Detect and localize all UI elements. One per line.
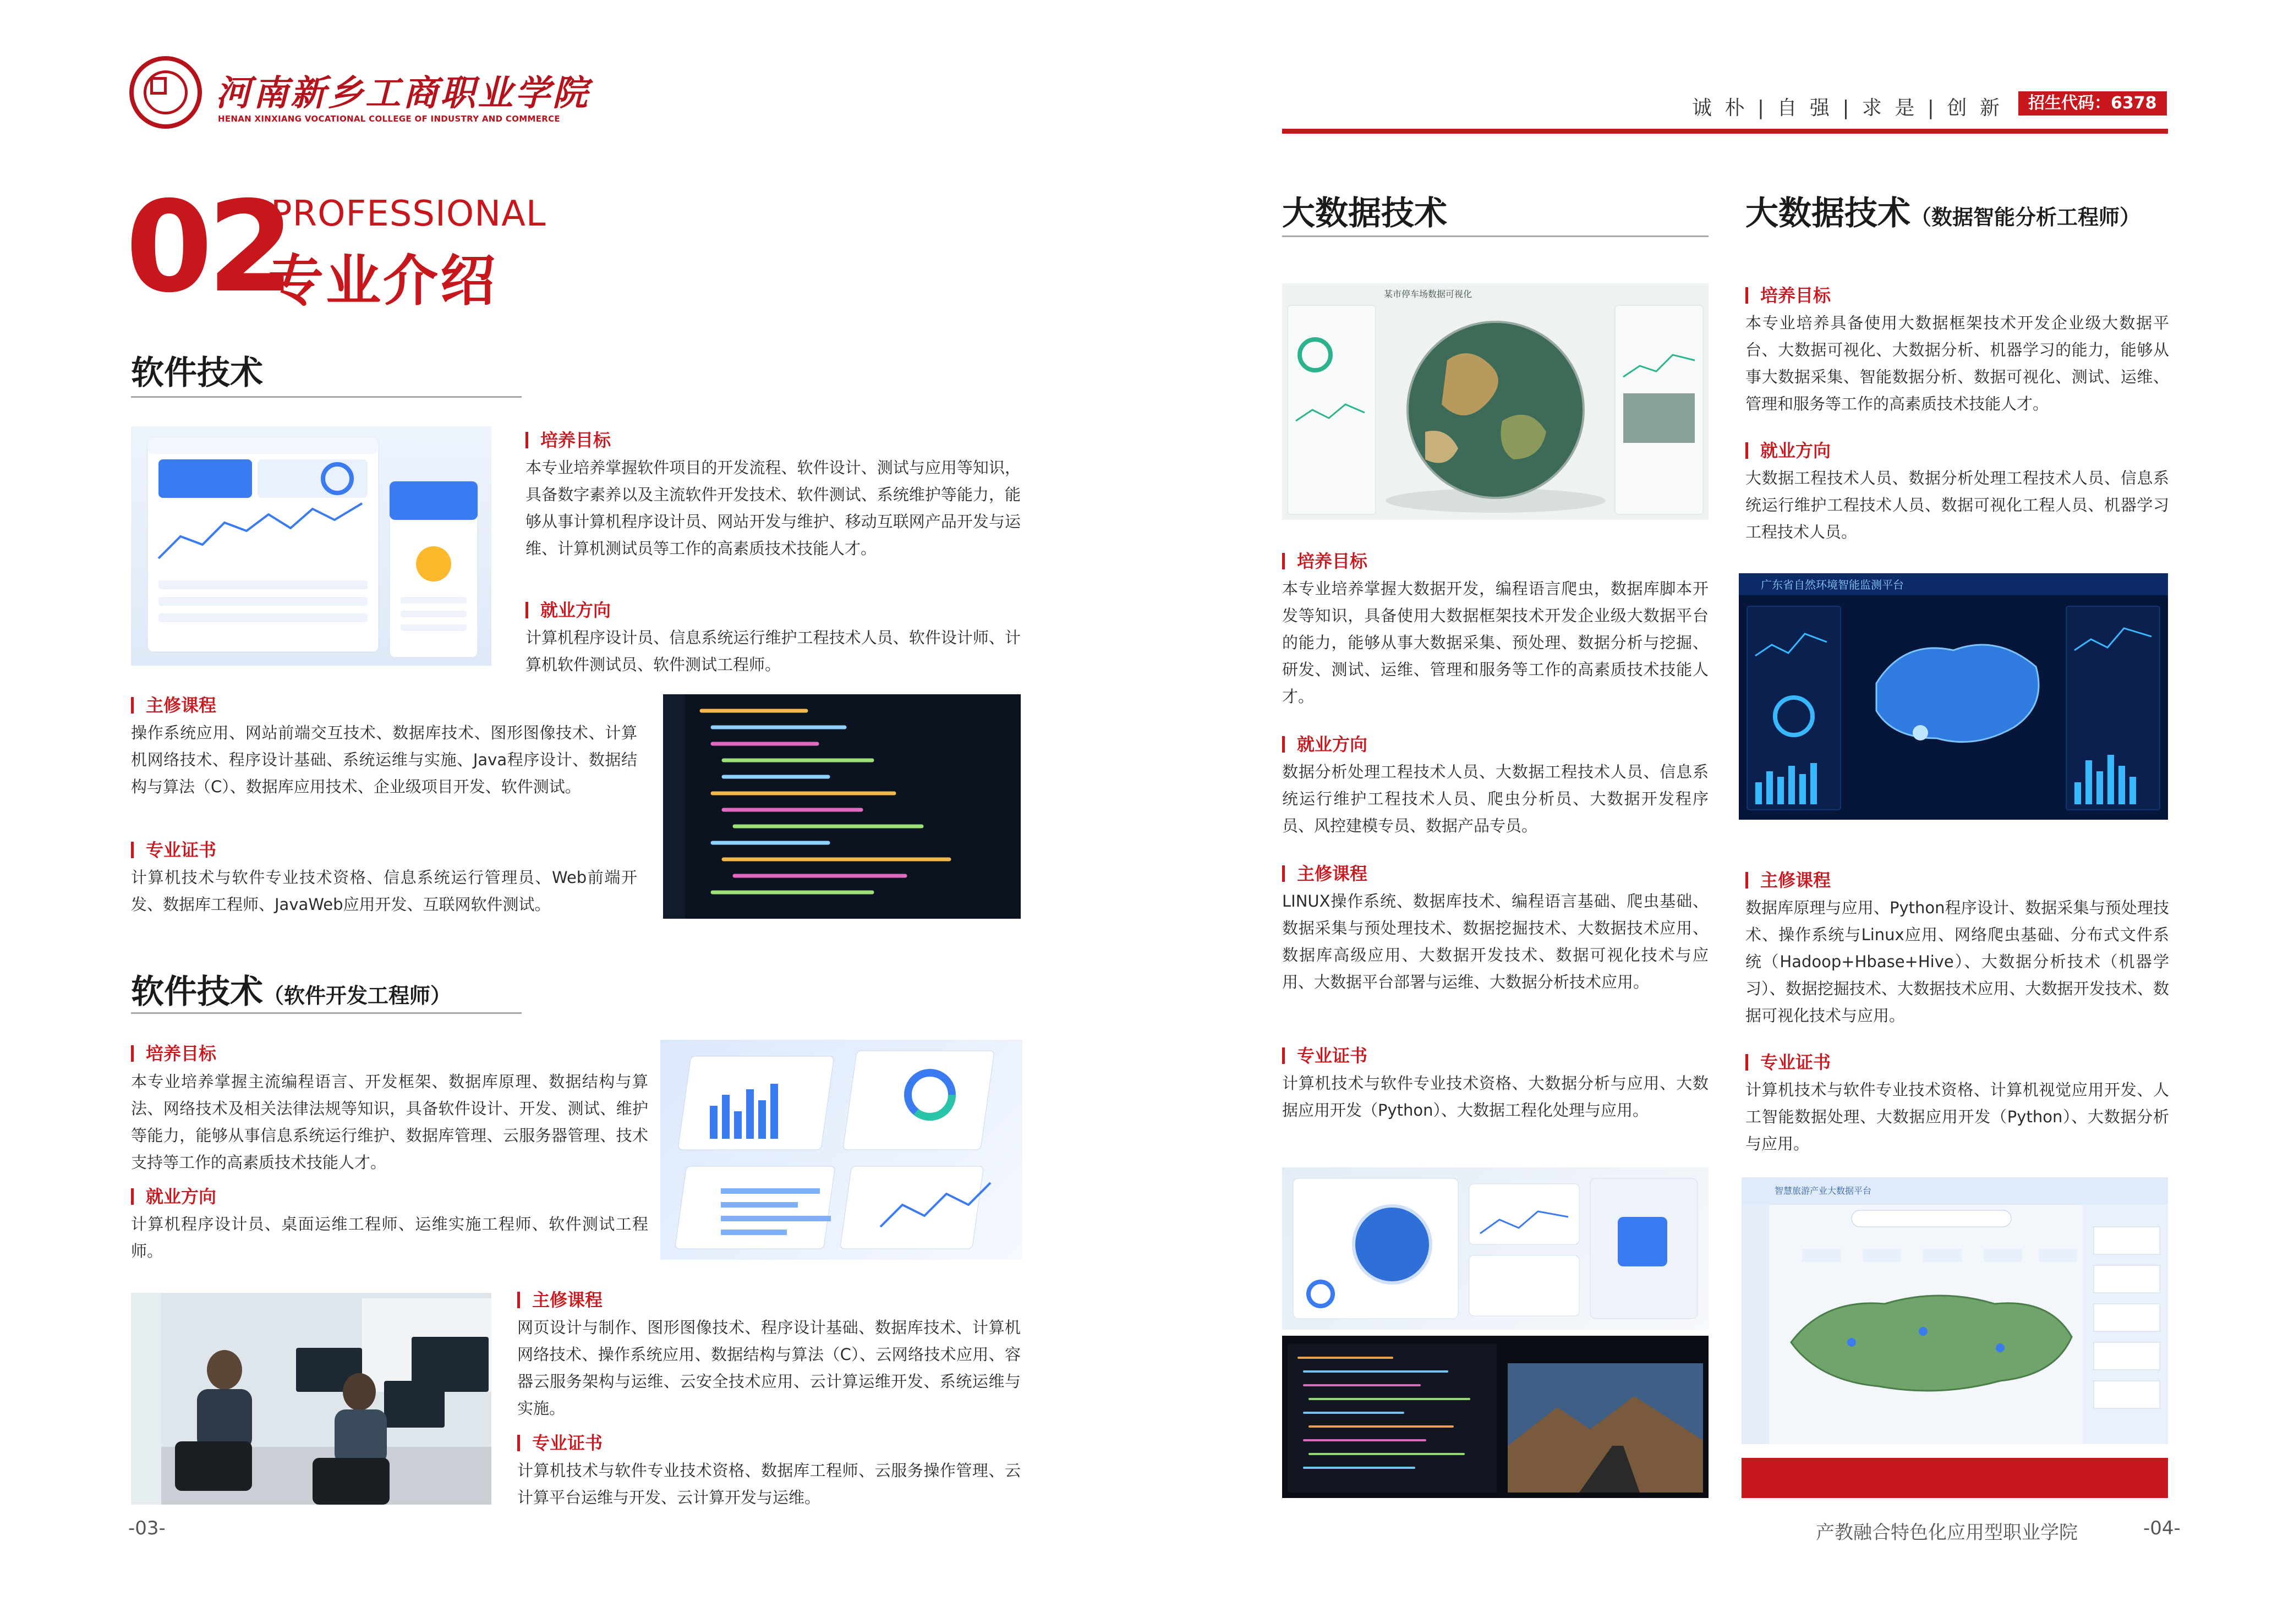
label-certs: 专业证书 bbox=[1282, 1042, 1367, 1067]
guangdong-screen-title: 广东省自然环境智能监测平台 bbox=[1761, 578, 1904, 591]
analytics-screens-illustration bbox=[660, 1040, 1022, 1260]
bigdata-ai-goal-text: 本专业培养具备使用大数据框架技术开发企业级大数据平台、大数据可视化、大数据分析、机器学习的能力，能够从事大数据采集、智能数据分析、数据可视化、测试、运维、管理和服务等工作的高素质技术技能人才。 bbox=[1745, 314, 2169, 413]
earth-screen-title: 某市停车场数据可视化 bbox=[1384, 289, 1472, 299]
label-career: 就业方向 bbox=[1745, 437, 1831, 462]
label-courses: 主修课程 bbox=[517, 1286, 603, 1312]
label-courses: 主修课程 bbox=[1745, 866, 1831, 892]
label-career: 就业方向 bbox=[525, 596, 611, 622]
software-goal-text: 本专业培养掌握软件项目的开发流程、软件设计、测试与应用等知识，具备数字素养以及主流软件开发技术、软件测试、系统维护等能力，能够从事计算机程序设计员、网站开发与维护、移动互联网产品开发与运维、计算机测试员等工作的高素质技术技能人才。 bbox=[525, 458, 1021, 558]
bigdata-goal-text: 本专业培养掌握大数据开发，编程语言爬虫，数据库脚本开发等知识，具备使用大数据框架技术开发企业级大数据平台的能力，能够从事大数据采集、预处理、数据分析与挖掘、研发、测试、运维、管理和服务等工作的高素质技术技能人才。 bbox=[1282, 579, 1709, 706]
software-dev-courses-text: 网页设计与制作、图形图像技术、程序设计基础、数据库技术、计算机网络技术、操作系统应用、数据结构与算法（C）、云网络技术应用、容器云服务架构与运维、云安全技术应用、云计算运维开发、系统运维与实施。 bbox=[517, 1318, 1021, 1418]
label-goal: 培养目标 bbox=[131, 1040, 216, 1065]
right-footer-text: 产教融合特色化应用型职业学院 bbox=[1816, 1522, 2078, 1544]
dashboard-illustration bbox=[131, 426, 491, 666]
guangdong-monitor-illustration bbox=[1739, 573, 2168, 820]
major-title-sub: （软件开发工程师） bbox=[263, 984, 452, 1008]
bigdata-ai-certs-text: 计算机技术与软件专业技术资格、计算机视觉应用开发、人工智能数据处理、大数据应用开发（Python）、大数据分析与应用。 bbox=[1745, 1080, 2169, 1153]
bigdata-ai-career-text: 大数据工程技术人员、数据分析处理工程技术人员、信息系统运行维护工程技术人员、数据可视化工程人员、机器学习工程技术人员。 bbox=[1745, 469, 2169, 541]
label-goal: 培养目标 bbox=[1745, 282, 1831, 307]
bigdata-career-text: 数据分析处理工程技术人员、大数据工程技术人员、信息系统运行维护工程技术人员、爬虫分析员、大数据开发程序员、风控建模专员、数据产品专员。 bbox=[1282, 762, 1709, 835]
software-dev-certs-text: 计算机技术与软件专业技术资格、数据库工程师、云服务操作管理、云计算平台运维与开发、云计算开发与运维。 bbox=[517, 1461, 1021, 1507]
earth-dashboard-illustration bbox=[1282, 283, 1709, 520]
isometric-dashboard-illustration bbox=[1282, 1167, 1709, 1330]
section-number: 02 bbox=[125, 174, 289, 320]
label-certs: 专业证书 bbox=[517, 1429, 603, 1455]
admission-code-badge: 招生代码：6378 bbox=[2018, 91, 2167, 116]
major-title-bigdata: 大数据技术 bbox=[1282, 194, 1447, 233]
section-title: 专业介绍 bbox=[269, 249, 497, 313]
software-courses-text: 操作系统应用、网站前端交互技术、数据库技术、图形图像技术、计算机网络技术、程序设计基础、系统运维与实施、Java程序设计、数据结构与算法（C）、数据库应用技术、企业级项目开发、软件测试。 bbox=[131, 723, 637, 796]
major-title-rule bbox=[131, 396, 522, 398]
major-title-main: 大数据技术 bbox=[1745, 194, 1910, 233]
left-page-number: -03- bbox=[128, 1517, 166, 1539]
label-courses: 主修课程 bbox=[131, 692, 216, 717]
bigdata-ai-courses-text: 数据库原理与应用、Python程序设计、数据采集与预处理技术、操作系统与Linux应用、网络爬虫基础、分布式文件系统（Hadoop+Hbase+Hive）、大数据分析技术（机器学习）、数据挖掘技术、大数据技术应用、大数据开发技术、数据可视化技术与应用。 bbox=[1745, 898, 2169, 1025]
map-screen-title: 智慧旅游产业大数据平台 bbox=[1775, 1186, 1872, 1196]
section-en-label: PROFESSIONAL bbox=[271, 194, 546, 234]
right-page-number: -04- bbox=[2143, 1517, 2181, 1539]
label-certs: 专业证书 bbox=[131, 836, 216, 862]
bigdata-certs-text: 计算机技术与软件专业技术资格、大数据分析与应用、大数据应用开发（Python）、大数据工程化处理与应用。 bbox=[1282, 1074, 1709, 1120]
label-career: 就业方向 bbox=[131, 1183, 216, 1208]
school-motto: 诚 朴 | 自 强 | 求 是 | 创 新 bbox=[1692, 97, 2003, 119]
software-career-text: 计算机程序设计员、信息系统运行维护工程技术人员、软件设计师、计算机软件测试员、软件测试工程师。 bbox=[525, 628, 1021, 674]
monitors-photo bbox=[1282, 1336, 1709, 1498]
map-platform-illustration bbox=[1742, 1177, 2168, 1444]
major-title-bigdata-ai bbox=[1745, 187, 2140, 234]
major-title-main: 软件技术 bbox=[131, 973, 263, 1011]
major-title-software: 软件技术 bbox=[131, 354, 263, 392]
red-footer-band bbox=[1742, 1458, 2168, 1498]
school-name-cn: 河南新乡工商职业学院 bbox=[216, 73, 590, 114]
major-title-software-dev bbox=[131, 965, 451, 1013]
label-courses: 主修课程 bbox=[1282, 860, 1367, 885]
software-certs-text: 计算机技术与软件专业技术资格、信息系统运行管理员、Web前端开发、数据库工程师、JavaWeb应用开发、互联网软件测试。 bbox=[131, 868, 637, 914]
code-editor-photo bbox=[663, 694, 1021, 919]
major-title-sub: （数据智能分析工程师） bbox=[1910, 205, 2141, 229]
label-career: 就业方向 bbox=[1282, 731, 1367, 756]
major-title-rule bbox=[1282, 235, 1709, 237]
label-goal: 培养目标 bbox=[525, 426, 611, 452]
label-goal: 培养目标 bbox=[1282, 547, 1367, 573]
bigdata-courses-text: LINUX操作系统、数据库技术、编程语言基础、爬虫基础、数据采集与预处理技术、数据挖掘技术、大数据技术应用、数据库高级应用、大数据开发技术、数据可视化技术与应用、大数据平台部署与运维、大数据分析技术应用。 bbox=[1282, 892, 1709, 991]
header-rule bbox=[1282, 129, 2168, 134]
major-title-rule bbox=[131, 1012, 522, 1014]
school-logo-seal bbox=[129, 56, 202, 129]
office-photo bbox=[131, 1293, 491, 1505]
school-name-en: HENAN XINXIANG VOCATIONAL COLLEGE OF INDUSTRY AND COMMERCE bbox=[218, 114, 560, 124]
software-dev-goal-text: 本专业培养掌握主流编程语言、开发框架、数据库原理、数据结构与算法、网络技术及相关法律法规等知识，具备软件设计、开发、测试、维护等能力，能够从事信息系统运行维护、数据库管理、云服务器管理、技术支持等工作的高素质技术技能人才。 bbox=[131, 1072, 648, 1172]
label-certs: 专业证书 bbox=[1745, 1049, 1831, 1074]
software-dev-career-text: 计算机程序设计员、桌面运维工程师、运维实施工程师、软件测试工程师。 bbox=[131, 1215, 648, 1260]
